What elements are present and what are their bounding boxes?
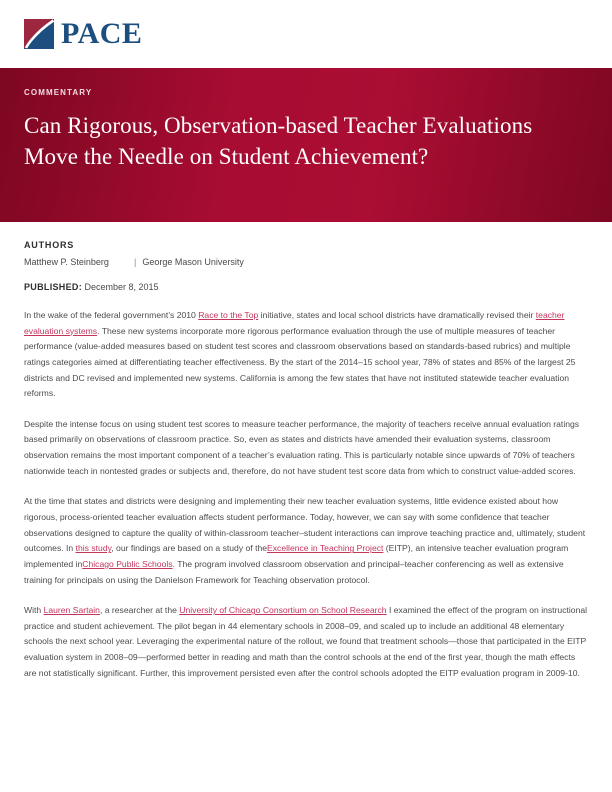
article-paragraph xyxy=(24,603,588,681)
article-paragraph xyxy=(24,494,588,588)
article-text: (EITP), an intensive teacher evaluation program implemented in xyxy=(24,543,569,569)
article-text: . The program involved classroom observation and principal–teacher conferencing as well as extensive training for principals on using the Danielson Framework for Teaching observation protocol. xyxy=(24,558,564,585)
article-paragraph xyxy=(24,417,588,480)
site-header xyxy=(0,0,612,68)
article-text: Despite the intense focus on using student test scores to measure teacher performance, the majority of teachers receive annual evaluation ratings based primarily on observations of classroom practice. So, even as states and districts have amended their evaluation systems, classroom observation remains the most important component of a teacher’s evaluation rating. This is particularly notable since upwards of 70% of teachers nationwide teach in nontested grades or subjects and, therefore, do not have student test score data from which to construct value-added scores. xyxy=(24,418,580,476)
article-text: initiative, states and local school districts have dramatically revised their xyxy=(258,309,536,320)
article-link[interactable]: Excellence in Teaching Project xyxy=(267,543,384,554)
article-link[interactable]: Chicago Public Schools xyxy=(82,558,173,569)
article-text: I examined the effect of the program on instructional practice and student achievement. The pilot began in 44 elementary schools in 2008–09, and scaled up to include an additional 48 elementary schools the next school year. Leveraging the experimental nature of the rollout, we found that treatment schools—those that participated in the EITP evaluation system in 2008–09—performed better in reading and math than the control schools at the end of the first year, though the math effects are not statistically significant. Further, this improvement persisted even after the control schools adopted the EITP evaluation program in 2009-10. xyxy=(24,605,588,678)
pace-logo[interactable] xyxy=(24,19,142,49)
hero-banner xyxy=(0,68,612,222)
article-text: , our findings are based on a study of the xyxy=(111,543,268,554)
content-type-kicker: COMMENTARY xyxy=(24,88,93,97)
pace-logo-mark-icon xyxy=(24,19,54,49)
author-name: Matthew P. Steinberg xyxy=(24,257,109,267)
article-text: At the time that states and districts were designing and implementing their new teacher evaluation systems, little evidence existed about how rigorous, process-oriented teacher evaluation affects student performance. Today, however, we can say with some confidence that teacher observations designed to capture the quality of within-classroom teacher–student interactions can improve teaching practice and, ultimately, student outcomes. In xyxy=(24,496,586,554)
article-link[interactable]: teacher evaluation systems xyxy=(24,309,565,336)
article-text: , a researcher at the xyxy=(99,605,180,616)
article-link[interactable]: University of Chicago Consortium on School Research xyxy=(179,605,387,616)
published-line xyxy=(24,282,588,292)
article-link[interactable]: Race to the Top xyxy=(198,309,259,320)
article-text: In the wake of the federal government’s 2010 xyxy=(24,309,199,320)
article-text: With xyxy=(24,605,44,616)
article-paragraph xyxy=(24,308,588,402)
article-link[interactable]: this study xyxy=(75,543,112,554)
article-text: . These new systems incorporate more rigorous performance evaluation through the use of multiple measures of teacher performance (value-added measures based on student test scores and classroom observations based on standards-based rubrics) and multiple ratings categories aimed at differentiating teacher effectiveness. By the start of the 2014–15 school year, 78% of states and 85% of the largest 25 districts and DC revised and implemented new systems. California is among the few states that have not instituted statewide teacher evaluation reforms. xyxy=(24,325,576,399)
article-body xyxy=(0,308,612,681)
published-label: PUBLISHED: xyxy=(24,281,83,292)
authors-heading: AUTHORS xyxy=(24,240,75,250)
pace-logo-wordmark: PACE xyxy=(61,17,143,50)
article-link[interactable]: Lauren Sartain xyxy=(43,605,100,616)
page-title: Can Rigorous, Observation-based Teacher Evaluations Move the Needle on Student Achievement? xyxy=(24,113,533,169)
author-affiliation: George Mason University xyxy=(142,257,244,267)
author-separator: | xyxy=(134,257,137,267)
author-row xyxy=(24,256,588,270)
published-date: December 8, 2015 xyxy=(82,281,159,292)
article-meta xyxy=(0,222,612,292)
